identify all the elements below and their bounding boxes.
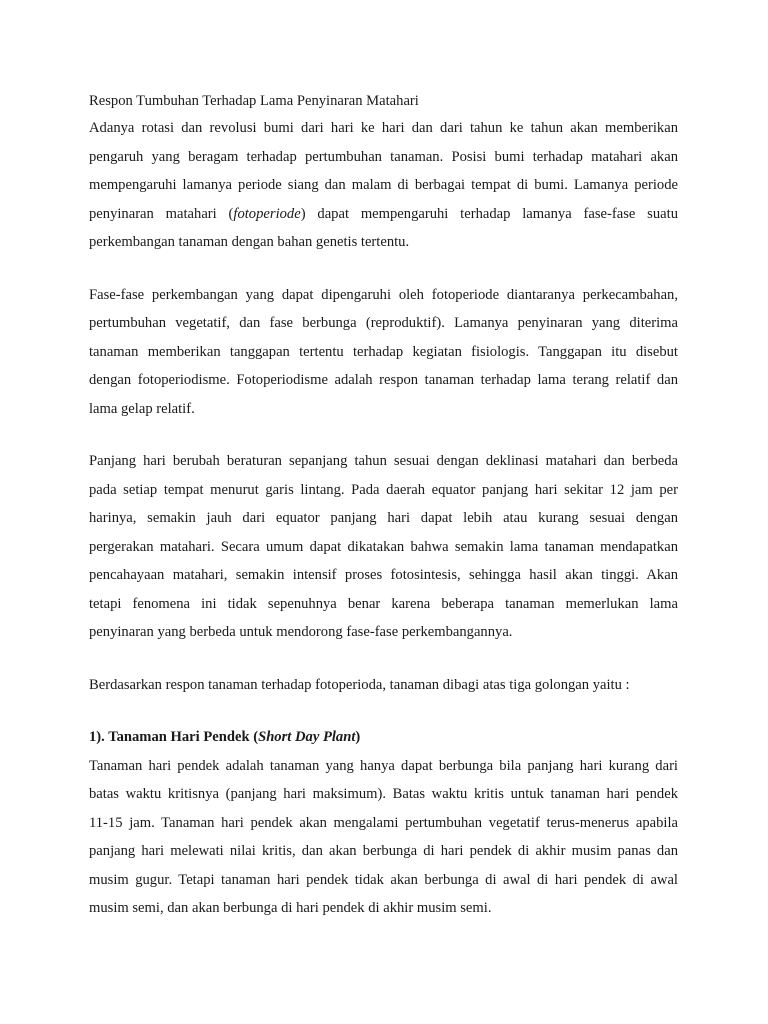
- paragraph-line: penyinaran yang berbeda untuk mendorong fase-fase perkembangannya.: [89, 624, 513, 640]
- paragraph-line: lama gelap relatif.: [89, 400, 195, 417]
- paragraph-line: mempengaruhi lamanya periode siang dan malam di berbagai tempat di bumi. Lamanya periode: [89, 177, 678, 193]
- paragraph-line: Berdasarkan respon tanaman terhadap fotoperioda, tanaman dibagi atas tiga golongan yaitu :: [89, 676, 630, 693]
- paragraph-line: 11-15 jam. Tanaman hari pendek akan mengalami pertumbuhan vegetatif terus-menerus apabila: [89, 814, 678, 831]
- text-segment: ): [355, 729, 361, 745]
- italic-term: fotoperiode: [233, 205, 301, 222]
- section-heading: [89, 723, 678, 752]
- paragraph-line: panjang hari melewati nilai kritis, dan akan berbunga di hari pendek di akhir musim panas dan: [89, 843, 678, 859]
- paragraph-1: [89, 114, 678, 257]
- paragraph-line: Adanya rotasi dan revolusi bumi dari hari ke hari dan dari tahun ke tahun akan memberikan: [89, 120, 678, 136]
- paragraph-line: Tanaman hari pendek adalah tanaman yang hanya dapat berbunga bila panjang hari kurang dari: [89, 757, 678, 774]
- text-segment: 1). Tanaman Hari Pendek (: [89, 729, 259, 745]
- paragraph-line: pencahayaan matahari, semakin intensif proses fotosintesis, sehingga hasil akan tinggi. Akan: [89, 567, 678, 583]
- paragraph-line: pengaruh yang beragam terhadap pertumbuhan tanaman. Posisi bumi terhadap matahari akan: [89, 148, 678, 165]
- document-page: [89, 88, 678, 923]
- paragraph-line: Fase-fase perkembangan yang dapat dipengaruhi oleh fotoperiode diantaranya perkecambahan,: [89, 286, 678, 303]
- paragraph-line: harinya, semakin jauh dari equator panjang hari dapat lebih atau kurang sesuai dengan: [89, 510, 678, 526]
- italic-term: Short Day Plant: [258, 729, 356, 745]
- paragraph-line: batas waktu kritisnya (panjang hari maksimum). Batas waktu kritis untuk tanaman hari pendek: [89, 786, 678, 802]
- paragraph-line: musim semi, dan akan berbunga di hari pendek di akhir musim semi.: [89, 900, 492, 916]
- paragraph-line: tetapi fenomena ini tidak sepenuhnya benar karena beberapa tanaman memerlukan lama: [89, 595, 678, 612]
- paragraph-3: [89, 447, 678, 647]
- section-short-day-plant: [89, 723, 678, 923]
- paragraph-line: pertumbuhan vegetatif, dan fase berbunga (reproduktif). Lamanya penyinaran yang diterima: [89, 315, 678, 331]
- paragraph-line: pergerakan matahari. Secara umum dapat dikatakan bahwa semakin lama tanaman mendapatkan: [89, 538, 678, 555]
- paragraph-line: dengan fotoperiodisme. Fotoperiodisme adalah respon tanaman terhadap lama terang relatif dan: [89, 372, 678, 388]
- document-title: Respon Tumbuhan Terhadap Lama Penyinaran Matahari: [89, 93, 419, 109]
- paragraph-line: musim gugur. Tetapi tanaman hari pendek tidak akan berbunga di awal di hari pendek di awal: [89, 871, 678, 888]
- paragraph-line: pada setiap tempat menurut garis lintang. Pada daerah equator panjang hari sekitar 12 jam per: [89, 481, 678, 498]
- text-segment: penyinaran matahari (: [89, 205, 234, 222]
- paragraph-4: [89, 671, 678, 700]
- text-segment: ) dapat mempengaruhi terhadap lamanya fase-fase suatu: [300, 205, 678, 222]
- paragraph-line: tanaman memberikan tanggapan tertentu terhadap kegiatan fisiologis. Tanggapan itu disebut: [89, 343, 678, 360]
- paragraph-line: perkembangan tanaman dengan bahan genetis tertentu.: [89, 234, 410, 250]
- paragraph-2: [89, 281, 678, 424]
- paragraph-line: Panjang hari berubah beraturan sepanjang tahun sesuai dengan deklinasi matahari dan berbeda: [89, 453, 678, 469]
- paragraph-line: [89, 200, 678, 229]
